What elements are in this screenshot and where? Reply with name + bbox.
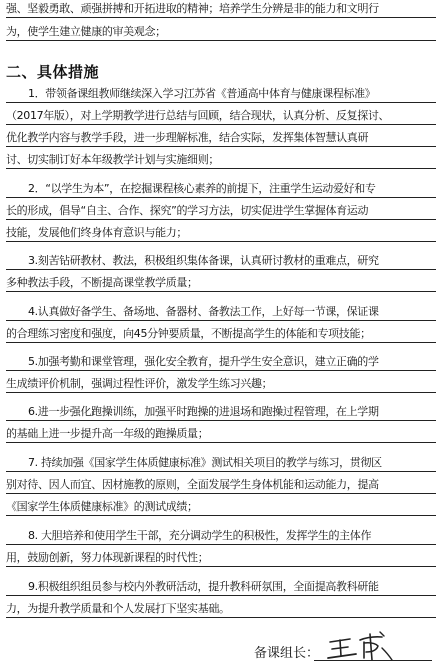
section-heading: 二、具体措施 [6, 63, 100, 81]
signature-label: 备课组长： [254, 646, 320, 661]
measure-line: 的基础上进一步提升高一年级的跑操质量； [6, 425, 436, 443]
intro-line-2: 为，使学生建立健康的审美观念； [6, 23, 436, 41]
measure-line: 讨、切实制订好本年级教学计划与实施细则； [6, 151, 436, 169]
measure-line: 技能，发展他们终身体育意识与能力； [6, 224, 436, 242]
intro-line-1: 强、坚毅勇敢、顽强拼搏和开拓进取的精神；培养学生分辨是非的能力和文明行 [6, 0, 436, 18]
measure-line: 3.刻苦钻研教材、教法，积极组织集体备课，认真研讨教材的重难点，研究 [6, 252, 436, 270]
measure-line: 5.加强考勤和课堂管理，强化安全教育，提升学生安全意识，建立正确的学 [6, 353, 436, 371]
measure-line: 多种教法手段，不断提高课堂教学质量； [6, 274, 436, 292]
measure-line: 1．带领备课组教师继续深入学习江苏省《普通高中体育与健康课程标准》 [6, 85, 436, 103]
measure-line: 2．“以学生为本”，在挖掘课程核心素养的前提下，注重学生运动爱好和专 [6, 180, 436, 198]
measure-line: 7. 持续加强《国家学生体质健康标准》测试相关项目的教学与练习，贯彻区 [6, 454, 436, 472]
measure-line: 力，为提升教学质量和个人发展打下坚实基础。 [6, 600, 436, 618]
measure-line: （2017年版），对上学期教学进行总结与回顾，结合现状，认真分析、反复探讨、 [6, 107, 436, 125]
measure-line: 的合理练习密度和强度，向45分钟要质量，不断提高学生的体能和专项技能； [6, 325, 436, 343]
measure-line: 长的形成，倡导“自主、合作、探究”的学习方法，切实促进学生掌握体育运动 [6, 202, 436, 220]
measure-line: 4.认真做好备学生、备场地、备器材、备教法工作，上好每一节课，保证课 [6, 303, 436, 321]
measure-line: 9.积极组织组员参与校内外教研活动，提升教科研氛围，全面提高教科研能 [6, 578, 436, 596]
measure-line: 生成绩评价机制，强调过程性评价，激发学生练习兴趣； [6, 375, 436, 393]
handwritten-signature [326, 628, 396, 662]
measure-line: 6.进一步强化跑操训练，加强平时跑操的进退场和跑操过程管理，在上学期 [6, 403, 436, 421]
measure-line: 用，鼓励创新，努力体现新课程的时代性； [6, 549, 436, 567]
measure-line: 别对待、因人而宜、因材施教的原则，全面发展学生身体机能和运动能力，提高 [6, 476, 436, 494]
measure-line: 8. 大胆培养和使用学生干部，充分调动学生的积极性，发挥学生的主体作 [6, 527, 436, 545]
measure-line: 《国家学生体质健康标准》的测试成绩； [6, 498, 436, 516]
signature-row [254, 638, 434, 662]
measure-line: 优化教学内容与教学手段，进一步理解标准，结合实际，发挥集体智慧认真研 [6, 129, 436, 147]
